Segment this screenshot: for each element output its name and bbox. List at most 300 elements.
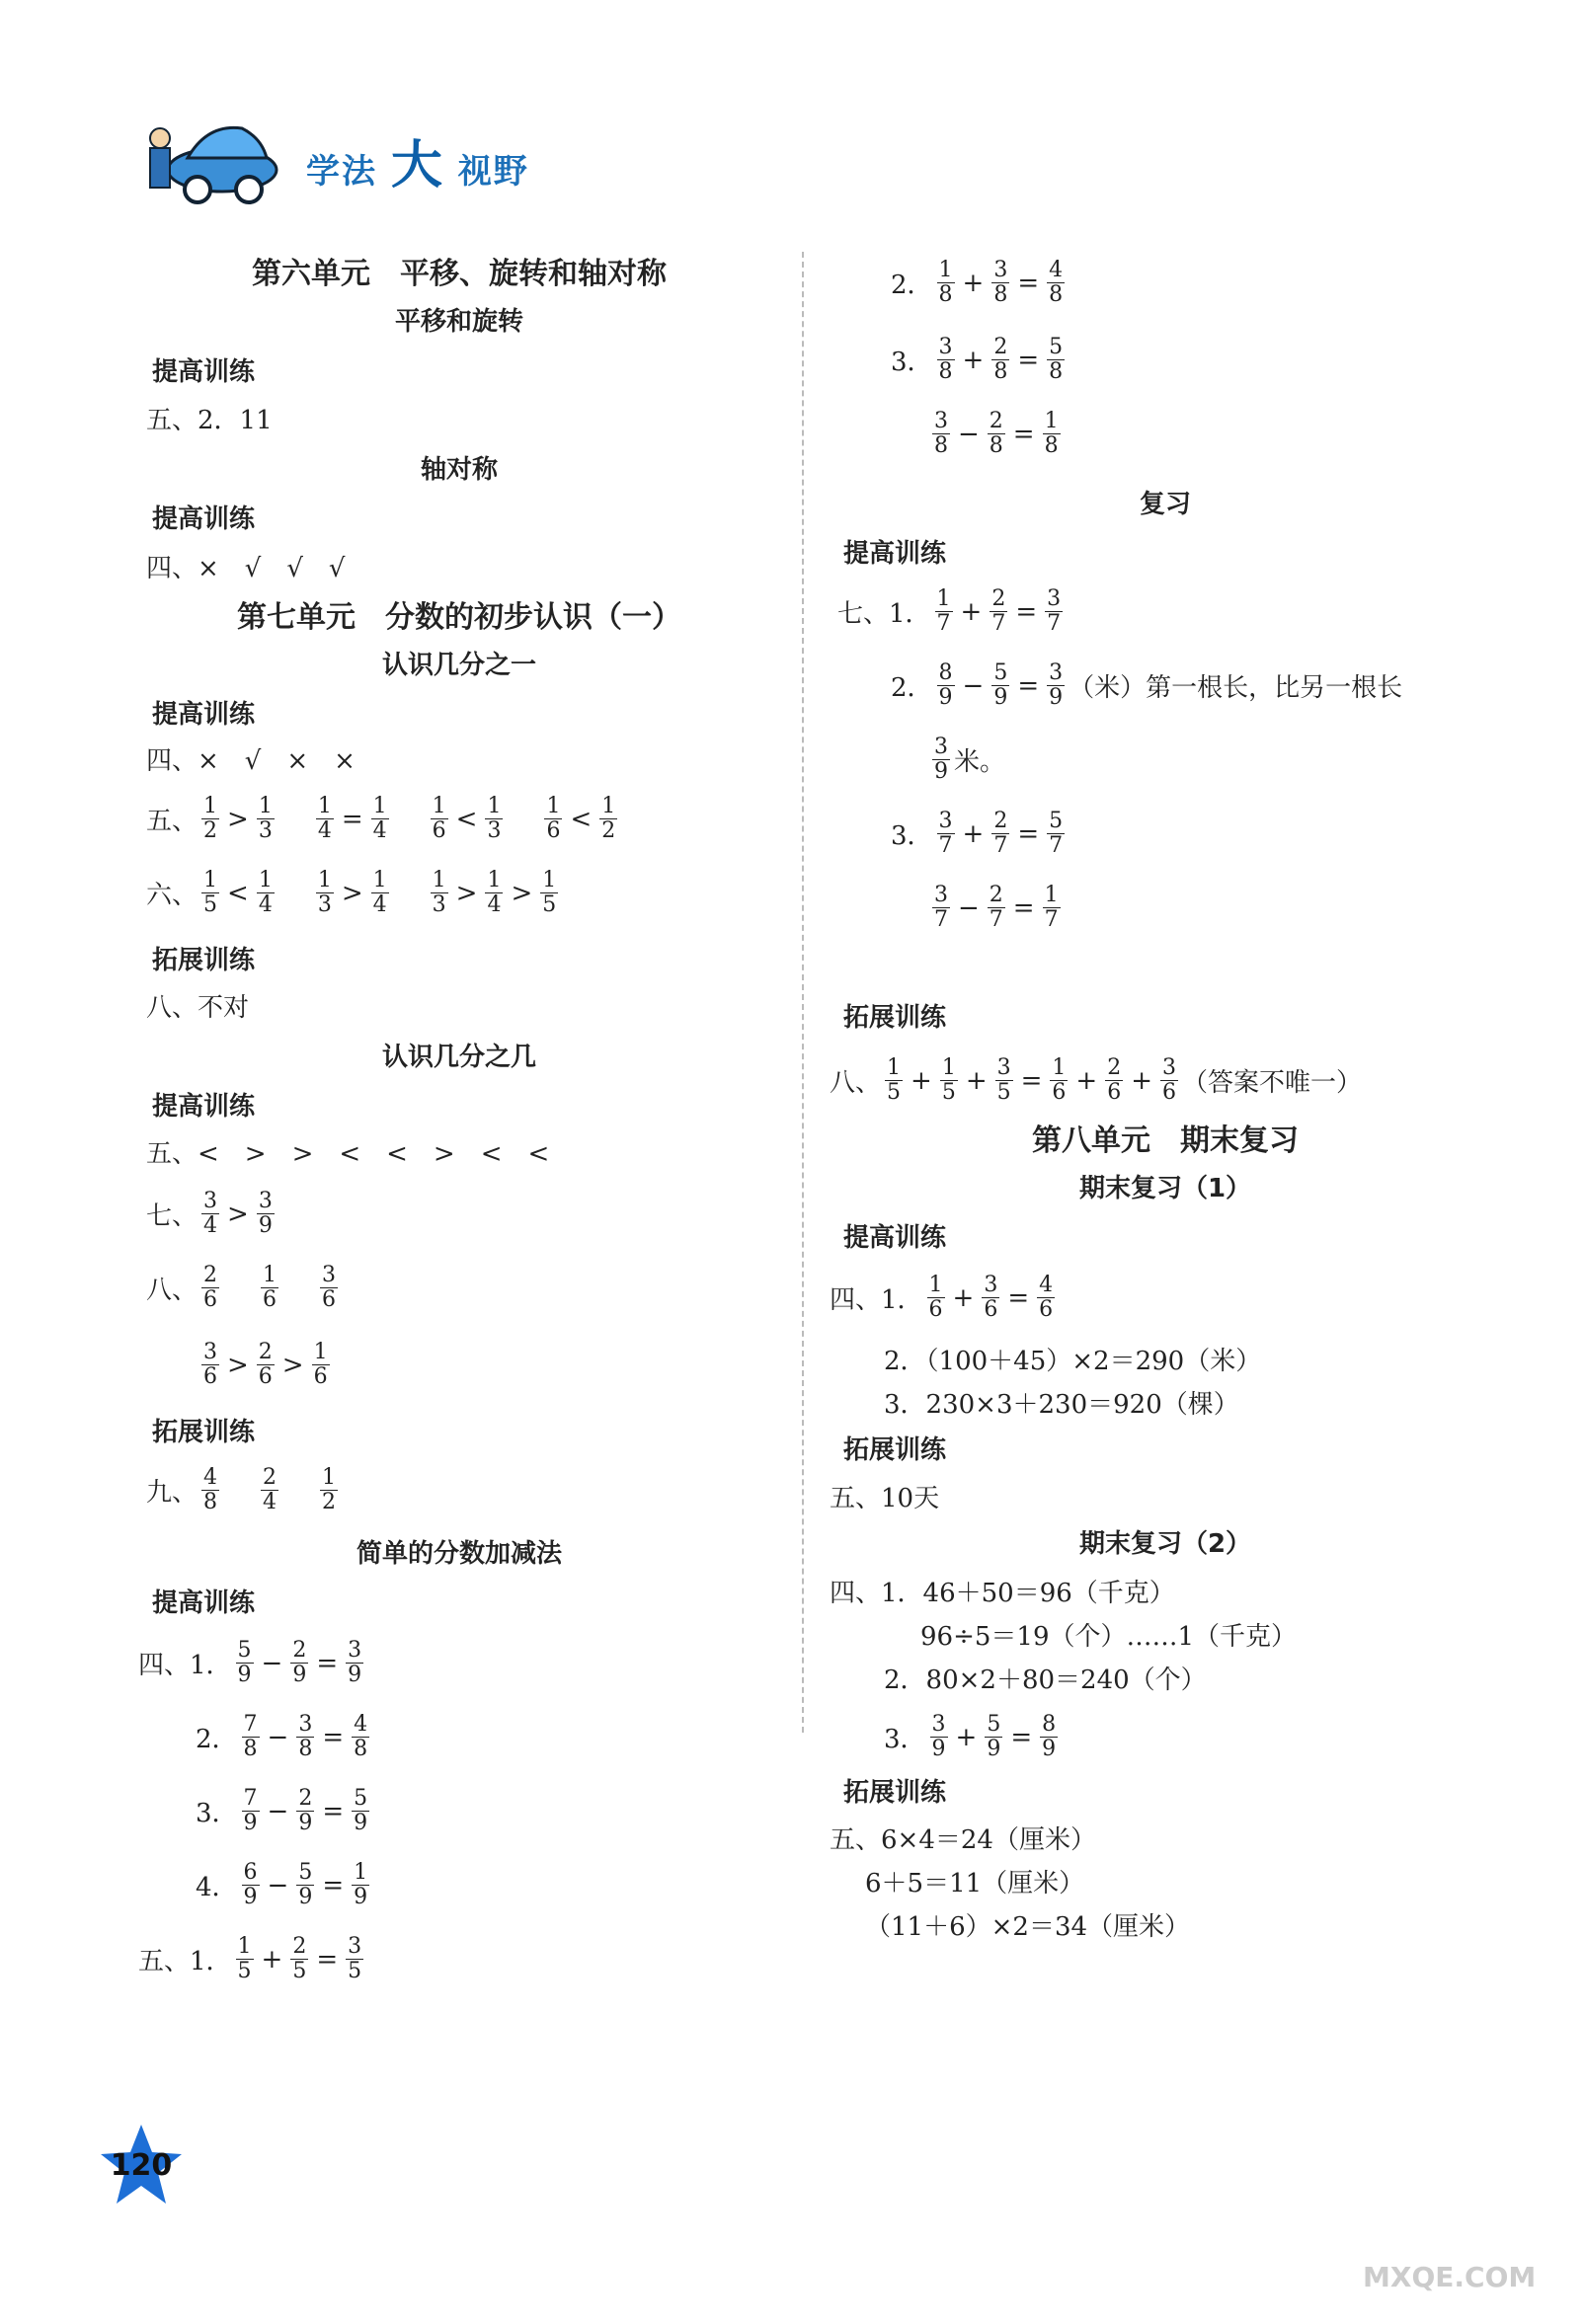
- brand-part-a: 学法: [306, 152, 377, 192]
- numerator: 1: [263, 1263, 277, 1287]
- denominator: 6: [203, 1287, 218, 1312]
- numerator: 1: [887, 1055, 902, 1080]
- answer-line: [196, 1787, 373, 1835]
- answer-line: [830, 1056, 1362, 1105]
- fraction: [312, 1341, 330, 1389]
- fraction: [985, 1713, 1002, 1761]
- fraction: [346, 1639, 363, 1687]
- answer-line: [891, 661, 1402, 710]
- fraction: [346, 1935, 363, 1983]
- numerator: 4: [1039, 1273, 1054, 1297]
- denominator: 5: [542, 892, 557, 917]
- operator: +: [952, 1282, 975, 1313]
- answer-line: [830, 1274, 1059, 1322]
- denominator: 8: [1044, 433, 1059, 458]
- denominator: 4: [487, 892, 502, 917]
- section-heading: 提高训练: [152, 1092, 256, 1122]
- numerator: 4: [1049, 258, 1064, 282]
- numerator: 3: [258, 1189, 273, 1213]
- operator: [227, 1270, 253, 1306]
- answer-line: [830, 1478, 939, 1514]
- denominator: 6: [1052, 1080, 1067, 1105]
- operator: =: [1010, 1722, 1033, 1752]
- fraction: [937, 810, 955, 858]
- answer-text: 四、× √ × ×: [146, 746, 356, 776]
- answer-line: [837, 587, 1067, 636]
- fraction: [371, 795, 389, 843]
- fraction: [940, 1056, 958, 1105]
- operator: =: [1017, 670, 1040, 701]
- lesson-heading: 平移和旋转: [394, 307, 523, 337]
- denominator: 9: [993, 685, 1008, 710]
- numerator: 1: [317, 794, 332, 818]
- numerator: 2: [989, 409, 1003, 433]
- fraction: [1045, 587, 1063, 636]
- denominator: 8: [203, 1490, 218, 1514]
- numerator: 3: [298, 1712, 313, 1737]
- answer-text: 3．: [884, 1725, 926, 1754]
- fraction: [982, 1274, 999, 1322]
- answer-line: [891, 336, 1069, 384]
- fraction: [320, 1264, 338, 1312]
- numerator: 3: [1047, 586, 1062, 611]
- denominator: 4: [203, 1213, 218, 1238]
- numerator: 1: [938, 258, 953, 282]
- denominator: 5: [292, 1959, 307, 1983]
- numerator: 8: [938, 660, 953, 685]
- denominator: 4: [317, 818, 332, 843]
- answer-line: [830, 1573, 1175, 1609]
- answer-text: 2．: [196, 1725, 238, 1754]
- answer-line: [146, 740, 356, 777]
- numerator: 1: [1044, 883, 1059, 907]
- answer-text: （答案不唯一）: [1182, 1068, 1363, 1098]
- answer-line: [884, 1341, 1261, 1377]
- denominator: 5: [887, 1080, 902, 1105]
- denominator: 9: [348, 1663, 362, 1687]
- answer-line: [920, 1616, 1297, 1653]
- page-number-badge: [97, 2121, 186, 2209]
- fraction: [991, 259, 1009, 307]
- answer-line: [146, 869, 562, 917]
- operator: −: [267, 1722, 289, 1752]
- operator: >: [281, 1350, 304, 1380]
- denominator: 6: [322, 1287, 337, 1312]
- operator: =: [1007, 1282, 1030, 1313]
- denominator: 8: [993, 282, 1008, 307]
- denominator: 9: [354, 1811, 368, 1835]
- operator: +: [955, 1722, 978, 1752]
- numerator: 2: [991, 586, 1006, 611]
- numerator: 1: [487, 794, 502, 818]
- operator: =: [1015, 596, 1038, 627]
- operator: =: [316, 1944, 339, 1975]
- fraction: [485, 869, 503, 917]
- operator: [397, 875, 423, 911]
- operator: +: [962, 268, 985, 298]
- answer-line: [830, 1820, 1096, 1856]
- section-heading: 提高训练: [843, 539, 947, 569]
- denominator: 8: [354, 1737, 368, 1761]
- denominator: 6: [432, 818, 446, 843]
- denominator: 6: [263, 1287, 277, 1312]
- section-heading: 拓展训练: [843, 1003, 947, 1033]
- fraction: [991, 661, 1009, 710]
- fraction: [932, 410, 950, 458]
- fraction: [1047, 336, 1065, 384]
- answer-line: [884, 1660, 1207, 1696]
- fraction: [352, 1713, 369, 1761]
- answer-text: 五、< > > < < > < <: [146, 1139, 550, 1169]
- operator: +: [261, 1944, 283, 1975]
- operator: =: [1012, 892, 1035, 923]
- fraction: [257, 1190, 275, 1238]
- operator: =: [1020, 1065, 1043, 1096]
- numerator: 1: [237, 1934, 252, 1959]
- fraction: [937, 661, 955, 710]
- fraction: [236, 1935, 254, 1983]
- denominator: 7: [991, 611, 1006, 636]
- denominator: 6: [984, 1297, 998, 1322]
- fraction: [540, 869, 558, 917]
- unit-heading: 第六单元 平移、旋转和轴对称: [252, 257, 667, 291]
- answer-text: 2．80×2＋80＝240（个）: [884, 1666, 1207, 1695]
- denominator: 9: [243, 1885, 258, 1909]
- denominator: 8: [1049, 359, 1064, 384]
- answer-line: [146, 795, 621, 843]
- answer-line: [928, 736, 1005, 784]
- numerator: 1: [203, 794, 218, 818]
- fraction: [935, 587, 953, 636]
- section-heading: 拓展训练: [152, 946, 256, 975]
- denominator: 9: [243, 1811, 258, 1835]
- denominator: 7: [938, 833, 953, 858]
- denominator: 7: [989, 907, 1003, 932]
- numerator: 5: [993, 660, 1008, 685]
- fraction: [257, 1341, 275, 1389]
- fraction: [371, 869, 389, 917]
- operator: +: [911, 1065, 932, 1096]
- fraction: [885, 1056, 903, 1105]
- denominator: 9: [1042, 1737, 1057, 1761]
- answer-line: [891, 810, 1069, 858]
- operator: +: [960, 596, 983, 627]
- answer-line: [196, 1713, 373, 1761]
- fraction: [431, 795, 448, 843]
- section-heading: 提高训练: [152, 700, 256, 730]
- answer-text: 八、: [146, 1276, 198, 1305]
- numerator: 1: [258, 794, 273, 818]
- denominator: 8: [938, 282, 953, 307]
- fraction: [316, 869, 334, 917]
- fraction: [320, 1466, 338, 1514]
- fraction: [242, 1713, 260, 1761]
- lesson-heading: 期末复习（1）: [1078, 1174, 1252, 1203]
- numerator: 5: [354, 1786, 368, 1811]
- answer-text: 四、1．: [138, 1651, 232, 1680]
- fraction: [1043, 884, 1061, 932]
- lesson-heading: 认识几分之一: [381, 651, 536, 680]
- operator: =: [322, 1796, 345, 1826]
- fraction: [1160, 1056, 1178, 1105]
- denominator: 4: [258, 892, 273, 917]
- operator: [282, 875, 308, 911]
- answer-line: [198, 1341, 334, 1389]
- answer-text: 3．: [196, 1799, 238, 1828]
- numerator: 5: [298, 1860, 313, 1885]
- fraction: [930, 1713, 948, 1761]
- denominator: 8: [934, 433, 948, 458]
- denominator: 9: [298, 1885, 313, 1909]
- operator: [286, 1270, 312, 1306]
- header-banner: [138, 99, 830, 207]
- operator: +: [962, 818, 985, 849]
- numerator: 1: [928, 1273, 943, 1297]
- section-heading: 提高训练: [843, 1223, 947, 1253]
- answer-line: [928, 410, 1065, 458]
- denominator: 7: [993, 833, 1008, 858]
- fraction: [1037, 1274, 1055, 1322]
- denominator: 6: [1107, 1080, 1122, 1105]
- operator: =: [1012, 419, 1035, 449]
- fraction: [988, 410, 1005, 458]
- denominator: 6: [546, 818, 561, 843]
- numerator: 3: [348, 1638, 362, 1663]
- answer-line: [146, 400, 273, 436]
- denominator: 8: [989, 433, 1003, 458]
- numerator: 3: [1162, 1055, 1176, 1080]
- numerator: 3: [1049, 660, 1064, 685]
- numerator: 2: [298, 1786, 313, 1811]
- answer-text: 2．: [891, 271, 933, 300]
- watermark: MXQE.COM: [1363, 2261, 1537, 2293]
- denominator: 6: [1039, 1297, 1054, 1322]
- operator: +: [1075, 1065, 1098, 1096]
- numerator: 2: [1107, 1055, 1122, 1080]
- denominator: 8: [1049, 282, 1064, 307]
- numerator: 3: [322, 1263, 337, 1287]
- denominator: 7: [936, 611, 951, 636]
- answer-text: 五、6×4＝24（厘米）: [830, 1825, 1096, 1855]
- lesson-heading: 复习: [1139, 490, 1191, 519]
- operator: −: [261, 1648, 283, 1678]
- answer-line: [146, 1466, 342, 1514]
- fraction: [1105, 1056, 1123, 1105]
- numerator: 1: [601, 794, 616, 818]
- operator: =: [322, 1722, 345, 1752]
- answer-text: 96÷5＝19（个）……1（千克）: [920, 1622, 1298, 1652]
- answer-line: [146, 1190, 278, 1238]
- answer-line: [928, 884, 1065, 932]
- unit-heading: 第七单元 分数的初步认识（一）: [237, 600, 681, 635]
- denominator: 9: [237, 1663, 252, 1687]
- numerator: 8: [1042, 1712, 1057, 1737]
- denominator: 3: [432, 892, 446, 917]
- section-heading: 提高训练: [152, 1588, 256, 1618]
- answer-text: 五、10天: [830, 1484, 940, 1513]
- numerator: 2: [292, 1934, 307, 1959]
- denominator: 9: [354, 1885, 368, 1909]
- numerator: 3: [938, 809, 953, 833]
- numerator: 2: [203, 1263, 218, 1287]
- fraction: [242, 1861, 260, 1909]
- numerator: 1: [936, 586, 951, 611]
- fraction: [257, 869, 275, 917]
- answer-text: （11＋6）×2＝34（厘米）: [865, 1912, 1191, 1942]
- numerator: 1: [372, 794, 387, 818]
- numerator: 1: [546, 794, 561, 818]
- answer-text: 七、1．: [837, 599, 931, 629]
- operator: <: [570, 804, 593, 834]
- fraction: [1047, 661, 1065, 710]
- numerator: 2: [263, 1465, 277, 1490]
- denominator: 3: [317, 892, 332, 917]
- fraction: [1047, 810, 1065, 858]
- operator: <: [227, 878, 249, 908]
- brand-part-c: 视野: [457, 152, 529, 192]
- fraction: [261, 1466, 278, 1514]
- numerator: 1: [313, 1340, 328, 1364]
- fraction: [201, 795, 219, 843]
- denominator: 6: [1162, 1080, 1176, 1105]
- answer-line: [146, 1133, 549, 1170]
- denominator: 4: [372, 818, 387, 843]
- operator: =: [1017, 345, 1040, 375]
- answer-text: 四、1．: [830, 1285, 923, 1315]
- fraction: [296, 1861, 314, 1909]
- answer-text: 五、1．: [138, 1947, 232, 1976]
- fraction: [261, 1264, 278, 1312]
- answer-text: 八、不对: [146, 993, 250, 1023]
- fraction: [431, 869, 448, 917]
- denominator: 6: [203, 1364, 217, 1389]
- denominator: 2: [203, 818, 218, 843]
- numerator: 1: [487, 868, 502, 892]
- section-heading: 拓展训练: [152, 1418, 256, 1447]
- fraction: [201, 1264, 219, 1312]
- fraction: [1043, 410, 1061, 458]
- fraction: [201, 869, 219, 917]
- fraction: [201, 1341, 219, 1389]
- fraction: [1050, 1056, 1068, 1105]
- numerator: 2: [993, 809, 1008, 833]
- denominator: 7: [934, 907, 948, 932]
- denominator: 7: [1049, 833, 1064, 858]
- answer-text: 五、2．11: [146, 406, 273, 435]
- denominator: 9: [931, 1737, 946, 1761]
- answer-text: （米）第一根长，比另一根长: [1069, 673, 1403, 703]
- answer-text: 2．: [891, 673, 933, 703]
- numerator: 3: [203, 1189, 218, 1213]
- numerator: 1: [372, 868, 387, 892]
- answer-text: 6＋5＝11（厘米）: [865, 1869, 1085, 1898]
- operator: −: [267, 1796, 289, 1826]
- fraction: [485, 795, 503, 843]
- fraction: [990, 587, 1007, 636]
- answer-line: [884, 1384, 1239, 1421]
- denominator: 9: [934, 759, 948, 784]
- fraction: [544, 795, 562, 843]
- numerator: 3: [934, 409, 948, 433]
- answer-line: [884, 1713, 1062, 1761]
- brand-logo: [306, 123, 529, 197]
- answer-text: 2．（100＋45）×2＝290（米）: [884, 1347, 1262, 1376]
- brand-part-b: 大: [390, 136, 444, 195]
- operator: [397, 801, 423, 837]
- denominator: 9: [258, 1213, 273, 1238]
- fraction: [257, 795, 275, 843]
- fraction: [991, 336, 1009, 384]
- denominator: 6: [928, 1297, 943, 1322]
- numerator: 3: [348, 1934, 362, 1959]
- numerator: 4: [203, 1465, 218, 1490]
- numerator: 1: [322, 1465, 337, 1490]
- numerator: 2: [258, 1340, 273, 1364]
- numerator: 1: [1052, 1055, 1067, 1080]
- fraction: [290, 1935, 308, 1983]
- section-heading: 提高训练: [152, 357, 256, 387]
- numerator: 1: [1044, 409, 1059, 433]
- operator: =: [316, 1648, 339, 1678]
- denominator: 9: [987, 1737, 1001, 1761]
- operator: >: [227, 804, 249, 834]
- answer-text: 八、: [830, 1068, 882, 1098]
- operator: =: [322, 1870, 345, 1900]
- answer-line: [138, 1935, 367, 1983]
- fraction: [236, 1639, 254, 1687]
- fraction: [201, 1190, 219, 1238]
- operator: >: [511, 878, 533, 908]
- denominator: 8: [993, 359, 1008, 384]
- numerator: 1: [258, 868, 273, 892]
- fraction: [316, 795, 334, 843]
- fraction: [296, 1787, 314, 1835]
- answer-text: 六、: [146, 881, 198, 910]
- numerator: 1: [542, 868, 557, 892]
- fraction: [352, 1861, 369, 1909]
- section-heading: 拓展训练: [843, 1778, 947, 1808]
- denominator: 8: [298, 1737, 313, 1761]
- denominator: 6: [313, 1364, 328, 1389]
- numerator: 3: [938, 335, 953, 359]
- fraction: [1047, 259, 1065, 307]
- answer-line: [865, 1906, 1190, 1943]
- answer-text: 3．: [891, 821, 933, 851]
- denominator: 2: [322, 1490, 337, 1514]
- lesson-heading: 轴对称: [420, 455, 498, 485]
- car-mascot-icon: [138, 99, 286, 207]
- fraction: [991, 810, 1009, 858]
- numerator: 1: [354, 1860, 368, 1885]
- page-number: 120: [110, 2148, 173, 2183]
- denominator: 9: [298, 1811, 313, 1835]
- fraction: [201, 1466, 219, 1514]
- fraction: [296, 1713, 314, 1761]
- answer-line: [146, 1264, 342, 1312]
- operator: >: [341, 878, 363, 908]
- fraction: [927, 1274, 945, 1322]
- numerator: 2: [292, 1638, 307, 1663]
- numerator: 5: [1049, 335, 1064, 359]
- operator: −: [958, 419, 980, 449]
- denominator: 5: [237, 1959, 252, 1983]
- fraction: [242, 1787, 260, 1835]
- operator: >: [227, 1199, 249, 1229]
- lesson-heading: 认识几分之几: [381, 1043, 536, 1072]
- denominator: 8: [938, 359, 953, 384]
- answer-line: [865, 1863, 1084, 1899]
- numerator: 7: [243, 1786, 258, 1811]
